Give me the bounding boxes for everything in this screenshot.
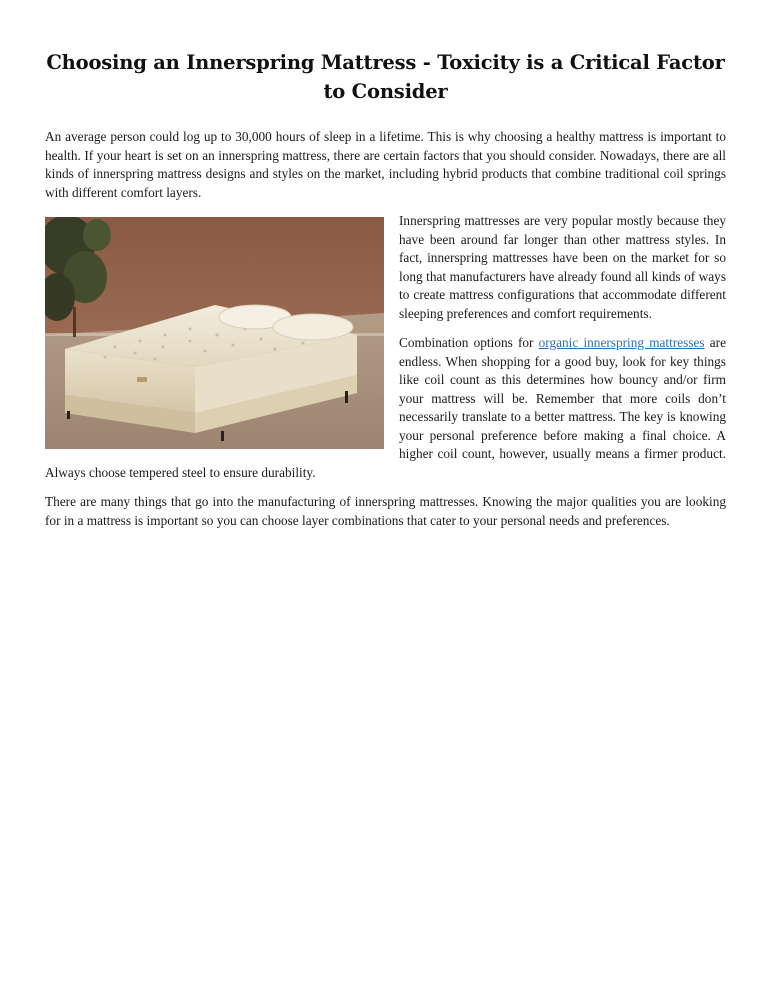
paragraph-manufacturing: There are many things that go into the manufacturing of innerspring mattresses. Knowing the major qualities you are looking for in a mattress is important so you can choose layer combinations that cater to your personal needs and preferences. — [45, 494, 726, 528]
organic-innerspring-mattresses-link[interactable]: organic innerspring mattresses — [538, 335, 705, 350]
paragraph-combination-rest: are endless. When shopping for a good buy, look for key things like coil count as this determines how bouncy and/or firm your mattress will be. Remember that more coils don’t necessarily translate to a better mattress. The key is knowing your personal preference before making a final choice. A higher coil count, however, usually means a firmer product. Always choose tempered steel to ensure durability. — [45, 335, 727, 480]
document-page — [45, 48, 726, 530]
document-title: Choosing an Innerspring Mattress - Toxicity is a Critical Factor to Consider — [46, 51, 725, 103]
paragraph-intro: An average person could log up to 30,000 hours of sleep in a lifetime. This is why choosing a healthy mattress is important to health. If your heart is set on an innerspring mattress, there are certain factors that you should consider. Nowadays, there are all kinds of innerspring mattress designs and styles on the market, including hybrid products that combine traditional coil springs with different comfort layers. — [45, 129, 726, 200]
mattress-photo — [45, 217, 384, 449]
paragraph-popularity: Innerspring mattresses are very popular mostly because they have been around far longer than other mattress styles. In fact, innerspring mattresses have been on the market for so long that manufacturers have already found all kinds of ways to create mattress configurations that accommodate different sleeping preferences and comfort requirements. — [399, 213, 726, 321]
image-text-section — [45, 212, 726, 482]
paragraph-combination-lead: Combination options for — [399, 335, 539, 350]
